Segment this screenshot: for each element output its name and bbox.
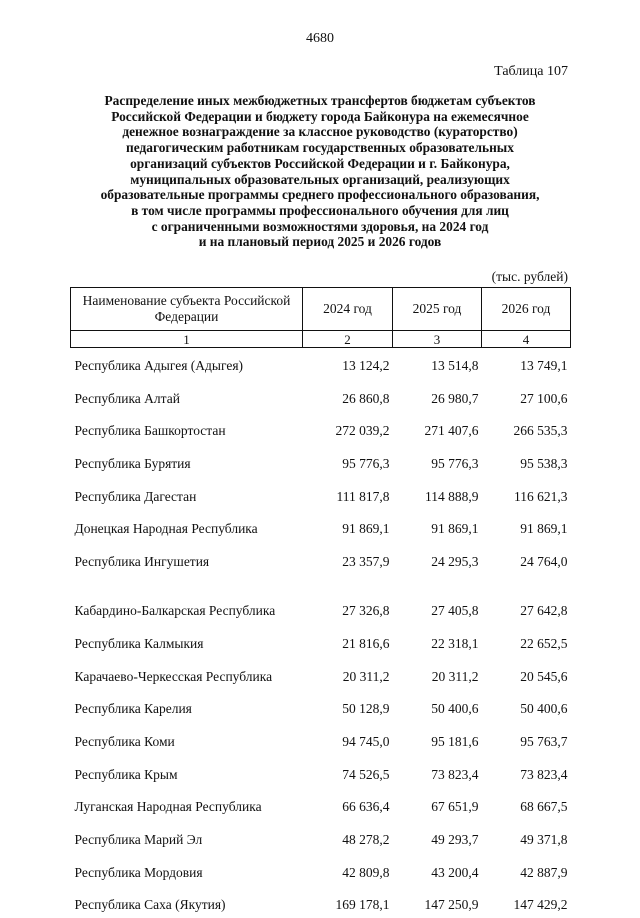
table-row (71, 722, 571, 755)
value-2025: 27 405,8 (431, 603, 479, 619)
region-name: Республика Бурятия (74, 456, 191, 472)
value-2025: 24 295,3 (431, 554, 479, 570)
header-2025: 2025 год (393, 288, 482, 331)
unit-label: (тыс. рублей) (491, 269, 568, 284)
value-2024: 111 817,8 (336, 488, 390, 504)
value-2025: 13 514,8 (431, 358, 479, 373)
title-line: педагогическим работникам государственных образовательных (126, 140, 514, 156)
table-row (71, 477, 571, 510)
value-2025: 147 250,9 (424, 897, 479, 913)
title-line: в том числе программы профессионального обучения для лиц (131, 202, 509, 218)
value-2024: 27 326,8 (342, 603, 390, 619)
region-name: Республика Марий Эл (74, 831, 203, 847)
value-2025: 22 318,1 (431, 635, 479, 651)
value-2026: 147 429,2 (513, 897, 568, 913)
value-2026: 42 887,9 (520, 864, 568, 880)
header-row (71, 288, 571, 331)
table-row (71, 542, 571, 575)
value-2025: 95 181,6 (431, 733, 479, 749)
region-name: Луганская Народная Республика (74, 799, 262, 815)
value-2024: 21 816,6 (342, 635, 390, 651)
title-line: Российской Федерации и бюджету города Байконура на ежемесячное (111, 108, 529, 124)
column-number: 4 (482, 331, 571, 348)
title-line: с ограниченными возможностями здоровья, на 2024 год (151, 218, 489, 234)
table-row (71, 575, 571, 624)
value-2026: 116 621,3 (514, 488, 568, 504)
table-row (71, 657, 571, 690)
region-name: Республика Башкортостан (74, 423, 226, 439)
table-row (71, 412, 571, 445)
title-line: образовательные программы среднего профессионального образования, (100, 187, 540, 203)
value-2024: 48 278,2 (342, 831, 390, 847)
table-title (60, 93, 580, 250)
value-2025: 43 200,4 (431, 864, 479, 880)
value-2026: 22 652,5 (520, 635, 568, 651)
header-region: Наименование субъекта Российской Федерации (71, 288, 303, 331)
table-row (71, 510, 571, 543)
table-row (71, 690, 571, 723)
value-2024: 66 636,4 (342, 799, 390, 815)
column-number: 3 (393, 331, 482, 348)
region-name: Республика Калмыкия (74, 635, 204, 651)
value-2025: 91 869,1 (431, 521, 479, 537)
value-2024: 95 776,3 (342, 456, 390, 472)
value-2025: 49 293,7 (431, 831, 479, 847)
region-name: Карачаево-Черкесская Республика (74, 668, 273, 684)
value-2026: 24 764,0 (520, 554, 568, 570)
value-2024: 74 526,5 (342, 766, 390, 782)
title-line: денежное вознаграждение за классное руководство (кураторство) (122, 124, 518, 140)
page-number: 4680 (306, 31, 334, 46)
value-2025: 20 311,2 (431, 668, 479, 684)
value-2026: 68 667,5 (520, 799, 568, 815)
table-row (71, 444, 571, 477)
table-row (71, 853, 571, 886)
value-2026: 95 763,7 (520, 733, 568, 749)
value-2026: 27 100,6 (520, 390, 568, 406)
title-line: муниципальных образовательных организаций, реализующих (130, 171, 510, 187)
value-2024: 26 860,8 (342, 390, 390, 406)
value-2024: 13 124,2 (342, 358, 390, 373)
distribution-table (70, 287, 571, 918)
value-2024: 169 178,1 (335, 897, 390, 913)
table-label: Таблица 107 (494, 64, 568, 79)
value-2024: 20 311,2 (342, 668, 390, 684)
value-2025: 67 651,9 (431, 799, 479, 815)
region-name: Республика Дагестан (74, 488, 197, 504)
value-2026: 13 749,1 (520, 358, 568, 373)
value-2026: 91 869,1 (520, 521, 568, 537)
value-2025: 95 776,3 (431, 456, 479, 472)
title-line: Распределение иных межбюджетных трансфертов бюджетам субъектов (104, 93, 536, 108)
value-2025: 114 888,9 (425, 488, 479, 504)
value-2025: 26 980,7 (431, 390, 479, 406)
region-name: Республика Крым (74, 766, 178, 782)
column-number: 2 (303, 331, 393, 348)
region-name: Республика Адыгея (Адыгея) (74, 358, 244, 373)
table-row (71, 755, 571, 788)
value-2024: 50 128,9 (342, 701, 390, 717)
region-name: Республика Алтай (74, 390, 180, 406)
value-2026: 266 535,3 (513, 423, 568, 439)
value-2026: 49 371,8 (520, 831, 568, 847)
table-row (71, 886, 571, 918)
value-2024: 91 869,1 (342, 521, 390, 537)
region-name: Республика Мордовия (74, 864, 203, 880)
value-2024: 94 745,0 (342, 733, 390, 749)
table-row (71, 624, 571, 657)
value-2025: 73 823,4 (431, 766, 479, 782)
region-name: Донецкая Народная Республика (74, 521, 258, 537)
value-2026: 73 823,4 (520, 766, 568, 782)
value-2025: 50 400,6 (431, 701, 479, 717)
value-2026: 27 642,8 (520, 603, 568, 619)
column-number-row (71, 331, 571, 348)
table-row (71, 379, 571, 412)
title-line: и на плановый период 2025 и 2026 годов (198, 234, 442, 250)
table-row (71, 348, 571, 380)
column-number: 1 (71, 331, 303, 348)
table-row (71, 788, 571, 821)
region-name: Республика Ингушетия (74, 554, 210, 570)
value-2024: 23 357,9 (342, 554, 390, 570)
header-2026: 2026 год (482, 288, 571, 331)
region-name: Республика Карелия (74, 701, 192, 717)
value-2025: 271 407,6 (424, 423, 479, 439)
title-line: организаций субъектов Российской Федерации и г. Байконура, (130, 155, 510, 171)
value-2026: 50 400,6 (520, 701, 568, 717)
region-name: Республика Коми (74, 733, 175, 749)
table-row (71, 820, 571, 853)
value-2026: 20 545,6 (520, 668, 568, 684)
value-2024: 42 809,8 (342, 864, 390, 880)
region-name: Кабардино-Балкарская Республика (74, 603, 276, 619)
value-2026: 95 538,3 (520, 456, 568, 472)
header-2024: 2024 год (303, 288, 393, 331)
value-2024: 272 039,2 (335, 423, 390, 439)
region-name: Республика Саха (Якутия) (74, 897, 226, 913)
